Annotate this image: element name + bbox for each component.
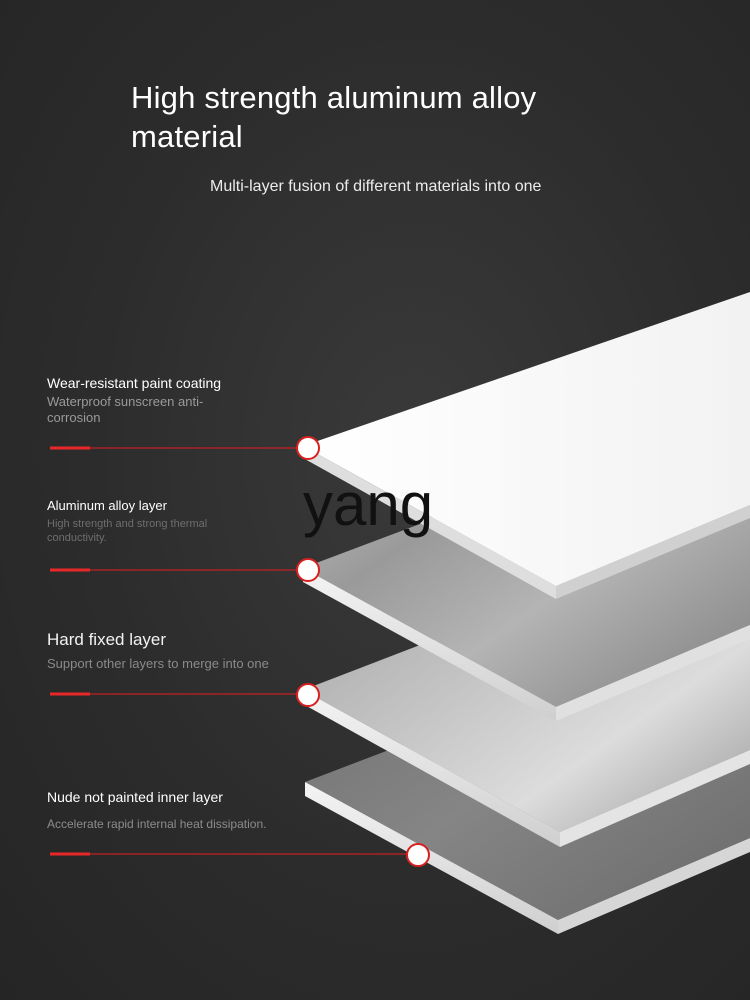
layer-name: Aluminum alloy layer	[47, 498, 167, 513]
layer-name: Hard fixed layer	[47, 630, 167, 649]
layer-marker-2	[297, 559, 319, 581]
layer-marker-3	[297, 684, 319, 706]
layer-label-aluminum-alloy	[47, 498, 267, 545]
page-subtitle: Multi-layer fusion of different materials into one	[210, 178, 542, 195]
layer-label-nude-inner	[47, 789, 287, 832]
layer-name: Nude not painted inner layer	[47, 789, 223, 805]
layer-description: Support other layers to merge into one	[47, 656, 269, 671]
layer-label-hard-fixed	[47, 630, 277, 671]
page-title: High strength aluminum alloy material	[131, 80, 537, 154]
layer-marker-4	[407, 844, 429, 866]
layer-description: Accelerate rapid internal heat dissipation.	[47, 817, 267, 831]
layer-marker-1	[297, 437, 319, 459]
layer-description: Waterproof sunscreen anti-corrosion	[47, 394, 204, 425]
watermark-text: yang	[303, 471, 434, 538]
layer-description: High strength and strong thermal conductivity.	[47, 518, 208, 544]
layer-label-paint-coating	[47, 376, 237, 426]
layer-name: Wear-resistant paint coating	[47, 375, 222, 391]
